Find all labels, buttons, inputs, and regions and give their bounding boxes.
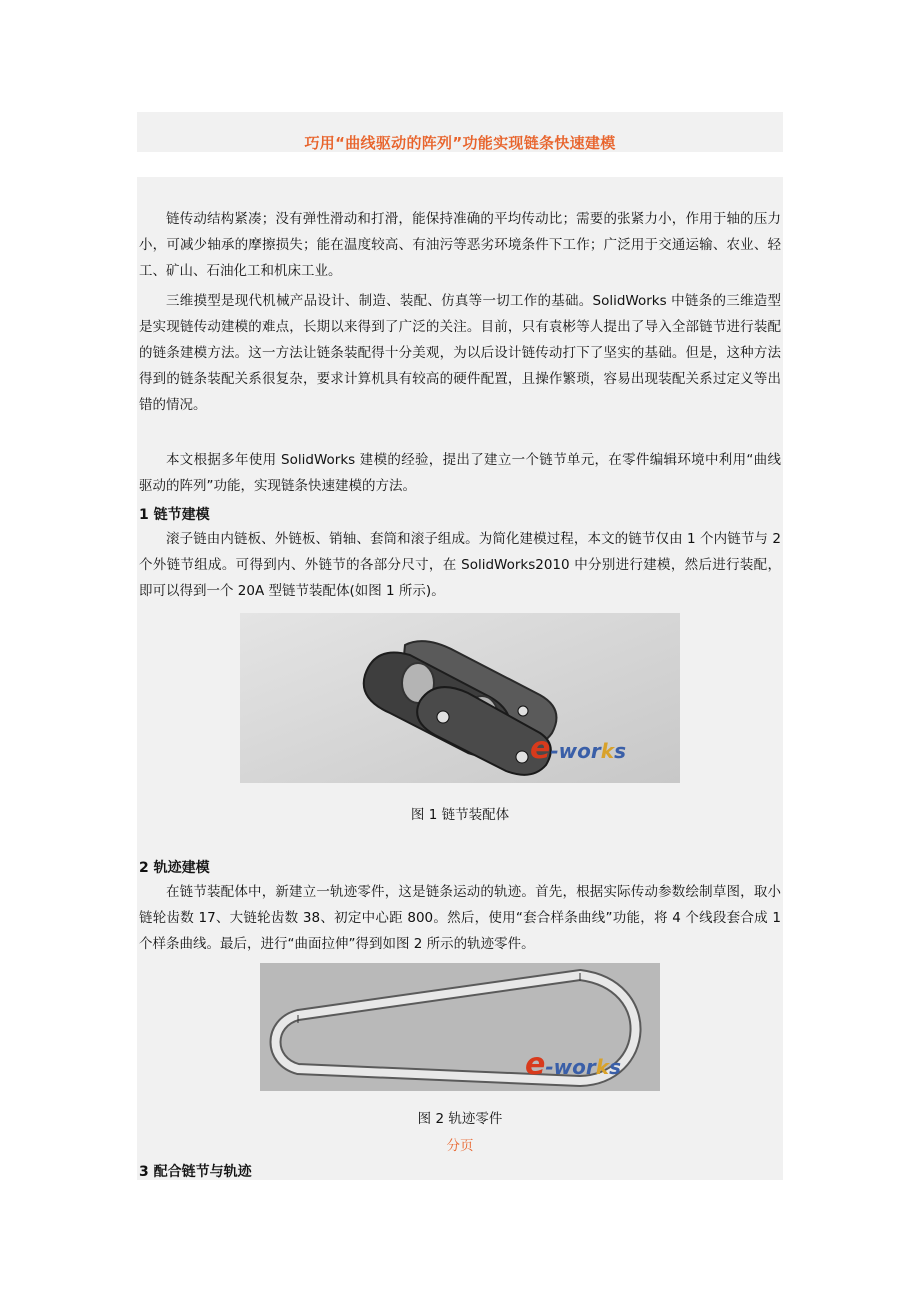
section-1-paragraph: 滚子链由内链板、外链板、销轴、套筒和滚子组成。为简化建模过程，本文的链节仅由 1 个内链节与 2 个外链节组成。可得到内、外链节的各部分尺寸，在 SolidWorks2010 中分别进行建模，然后进行装配，即可以得到一个 20A 型链节装配体(如图 1 所示)。 — [139, 531, 781, 599]
article-body — [137, 177, 783, 1180]
eworks-logo-2: e-works — [525, 1047, 621, 1082]
pagination-link[interactable]: 分页 — [446, 1138, 474, 1154]
figure-2-caption: 图 2 轨迹零件 — [417, 1111, 503, 1127]
figure-1-image — [240, 613, 680, 783]
title-bar — [137, 112, 783, 152]
section-3-heading: 3 配合链节与轨迹 — [139, 1164, 252, 1180]
figure-2-image — [260, 963, 660, 1091]
section-2-heading: 2 轨迹建模 — [139, 860, 210, 876]
figure-1-caption: 图 1 链节装配体 — [410, 807, 510, 823]
eworks-logo: e-works — [530, 731, 626, 766]
paragraph-method: 本文根据多年使用 SolidWorks 建模的经验，提出了建立一个链节单元，在零件编辑环境中利用“曲线驱动的阵列”功能，实现链条快速建模的方法。 — [139, 452, 781, 494]
page-title: 巧用“曲线驱动的阵列”功能实现链条快速建模 — [304, 134, 616, 152]
paragraph-background: 三维摸型是现代机械产品设计、制造、装配、仿真等一切工作的基础。SolidWorks 中链条的三维造型是实现链传动建模的难点，长期以来得到了广泛的关注。目前，只有袁彬等人提出了导入全部链节进行装配的链条建模方法。这一方法让链条装配得十分美观，为以后设计链传动打下了坚实的基础。但是，这种方法得到的链条装配关系很复杂，要求计算机具有较高的硬件配置，且操作繁琐，容易出现装配关系过定义等出错的情况。 — [139, 293, 781, 413]
paragraph-intro: 链传动结构紧凑；没有弹性滑动和打滑，能保持准确的平均传动比；需要的张紧力小，作用于轴的压力小，可减少轴承的摩擦损失；能在温度较高、有油污等恶劣环境条件下工作；广泛用于交通运输、农业、轻工、矿山、石油化工和机床工业。 — [139, 211, 781, 279]
section-1-heading: 1 链节建模 — [139, 507, 210, 523]
section-2-paragraph: 在链节装配体中，新建立一轨迹零件，这是链条运动的轨迹。首先，根据实际传动参数绘制草图，取小链轮齿数 17、大链轮齿数 38、初定中心距 800。然后，使用“套合样条曲线”功能，将 4 个线段套合成 1 个样条曲线。最后，进行“曲面拉伸”得到如图 2 所示的轨迹零件。 — [139, 884, 781, 952]
